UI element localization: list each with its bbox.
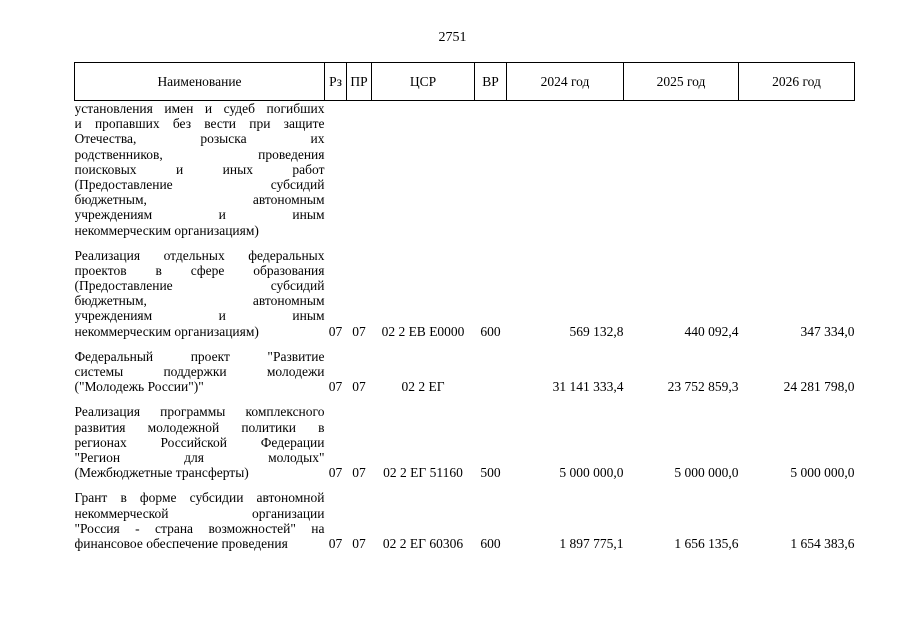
row-y2025: 23 752 859,3 [667,379,739,395]
header-rz: Рз [325,63,347,101]
header-csr: ЦСР [372,63,475,101]
row-rz [325,101,347,238]
row-name-line: Федеральный проект "Развитие [74,348,325,364]
row-vr: 500 [480,465,501,481]
row-vr [475,339,507,395]
row-name [75,339,325,395]
header-2024: 2024 год [507,63,624,101]
header-vr: ВР [475,63,507,101]
row-name-line: Отечества, розыска их [74,131,325,147]
row-name-line: "Россия - страна возможностей" на [74,520,325,536]
row-name-line: регионах Российской Федерации [74,434,325,450]
row-name-line: (Межбюджетные трансферты) [74,465,249,481]
header-2025: 2025 год [624,63,739,101]
row-pr [347,101,372,238]
row-y2025: 1 656 135,6 [674,535,739,551]
row-name-line: некоммерческим организациям) [74,222,259,238]
row-csr [372,101,475,238]
row-csr: 02 2 ЕВ Е0000 [381,323,465,339]
row-y2025 [624,101,739,238]
row-name-line: родственников, проведения [74,146,325,162]
row-name-line: проектов в сфере образования [74,262,325,278]
page-number: 2751 [438,30,467,45]
row-name-line: (Предоставление субсидий [74,278,325,294]
row-name-line: Грант в форме субсидии автономной [74,490,325,506]
table-row [75,339,855,395]
row-name [75,480,325,551]
row-name-line: развития молодежной политики в [74,419,325,435]
row-rz: 07 [328,465,343,481]
row-name-line: ("Молодежь России")" [74,379,204,395]
row-name-line: финансовое обеспечение проведения [74,535,288,551]
row-csr: 02 2 ЕГ 60306 [382,535,464,551]
row-name-line: некоммерческим организациям) [74,323,259,339]
row-vr [475,101,507,238]
row-pr: 07 [352,379,366,395]
row-name-line: Реализация программы комплексного [74,404,325,420]
row-y2024: 1 897 775,1 [559,535,624,551]
table-body [75,101,855,552]
row-y2024: 5 000 000,0 [559,465,624,481]
budget-table [74,62,855,551]
row-name-line: учреждениям и иным [74,308,325,324]
header-2026: 2026 год [739,63,855,101]
header-row [75,63,855,101]
row-name [75,394,325,480]
table-row [75,238,855,339]
row-y2024: 31 141 333,4 [552,379,624,395]
row-name-line: Реализация отдельных федеральных [74,247,325,263]
row-y2025: 440 092,4 [684,323,739,339]
row-vr: 600 [480,323,501,339]
row-name-line: "Регион для молодых" [74,449,325,465]
row-y2024: 569 132,8 [569,323,624,339]
table-row [75,480,855,551]
row-pr: 07 [352,465,366,481]
row-name-line: бюджетным, автономным [74,293,325,309]
row-pr: 07 [352,535,366,551]
row-pr: 07 [352,323,366,339]
row-name [75,238,325,339]
row-rz: 07 [328,535,343,551]
header-name: Наименование [75,63,325,101]
row-y2025: 5 000 000,0 [674,465,739,481]
row-csr: 02 2 ЕГ [401,379,445,395]
row-rz: 07 [328,379,343,395]
row-name-line: некоммерческой организации [74,505,325,521]
row-y2026 [739,101,855,238]
row-y2026: 5 000 000,0 [790,465,855,481]
row-vr: 600 [480,535,501,551]
row-name-line: (Предоставление субсидий [74,176,325,192]
row-csr: 02 2 ЕГ 51160 [383,465,463,481]
header-pr: ПР [347,63,372,101]
row-name [75,101,325,238]
row-rz: 07 [328,323,343,339]
row-y2026: 1 654 383,6 [790,535,855,551]
row-y2024 [507,101,624,238]
row-name-line: и пропавших без вести при защите [74,116,325,132]
row-y2026: 24 281 798,0 [783,379,855,395]
row-y2026: 347 334,0 [800,323,855,339]
table-row [75,394,855,480]
row-name-line: установления имен и судеб погибших [74,101,325,116]
row-name-line: бюджетным, автономным [74,192,325,208]
row-name-line: учреждениям и иным [74,207,325,223]
table-row [75,101,855,238]
row-name-line: системы поддержки молодежи [74,364,325,379]
row-name-line: поисковых и иных работ [74,161,325,177]
